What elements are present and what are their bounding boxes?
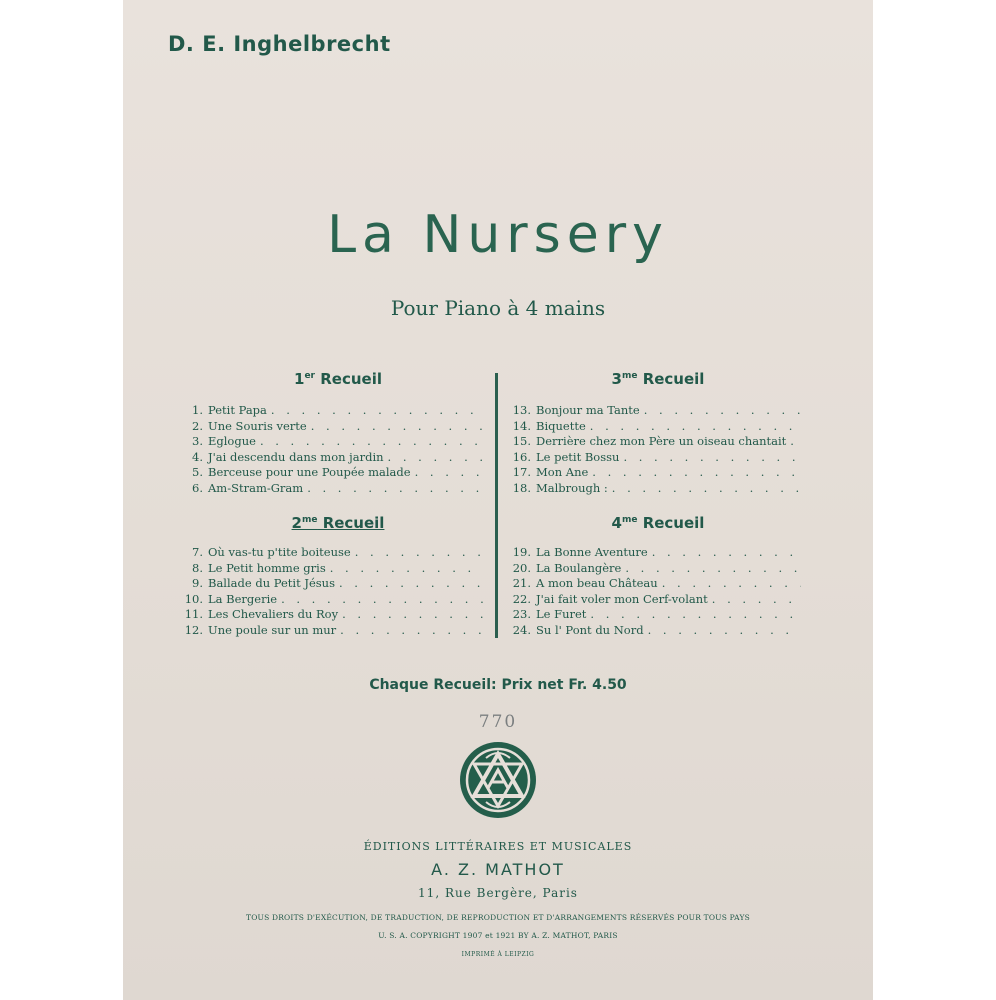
work-title: La Nursery	[327, 205, 669, 265]
piece-item: 19. La Bonne Aventure . . .	[501, 545, 801, 561]
printer-notice: IMPRIMÉ À LEIPZIG	[461, 951, 535, 958]
piece-item: 24. Su l' Pont du Nord . . .	[501, 623, 801, 639]
plate-number: 770	[478, 712, 518, 732]
composer-name: D. E. Inghelbrecht	[168, 32, 391, 56]
piece-item: 20. La Boulangère . . .	[501, 561, 801, 577]
recueil-1-list	[173, 403, 483, 497]
piece-item: 9. Ballade du Petit Jésus . . .	[173, 576, 483, 592]
piece-item: 8. Le Petit homme gris . . .	[173, 561, 483, 577]
piece-item: 4. J'ai descendu dans mon jardin . . .	[173, 450, 483, 466]
publisher-address: 11, Rue Bergère, Paris	[418, 886, 578, 900]
publisher-line: ÉDITIONS LITTÉRAIRES ET MUSICALES	[363, 840, 633, 853]
copyright-notice: U. S. A. COPYRIGHT 1907 et 1921 BY A. Z. MATHOT, PARIS	[378, 931, 618, 940]
recueil-2-list	[173, 545, 483, 639]
recueil-4-heading: $4^{me}$ Recueil	[611, 514, 705, 532]
piece-item: 5. Berceuse pour une Poupée malade . . .	[173, 465, 483, 481]
piece-item: 16. Le petit Bossu . . .	[501, 450, 801, 466]
publisher-monogram-icon	[458, 740, 538, 824]
piece-item: 7. Où vas-tu p'tite boiteuse . . .	[173, 545, 483, 561]
piece-item: 6. Am-Stram-Gram . . .	[173, 481, 483, 497]
recueil-3-list	[501, 403, 801, 497]
piece-item: 11. Les Chevaliers du Roy . . .	[173, 607, 483, 623]
recueil-1-heading: 1er Recueil	[294, 370, 382, 388]
piece-item: 13. Bonjour ma Tante . . .	[501, 403, 801, 419]
piece-item: 17. Mon Ane . . .	[501, 465, 801, 481]
piece-item: 10. La Bergerie . . .	[173, 592, 483, 608]
rights-notice: TOUS DROITS D'EXÉCUTION, DE TRADUCTION, DE REPRODUCTION ET D'ARRANGEMENTS RÉSERVÉS POUR TOUS PAYS	[246, 913, 750, 922]
piece-item: 12. Une poule sur un mur . . .	[173, 623, 483, 639]
piece-item: 15. Derrière chez mon Père un oiseau chantait . . .	[501, 434, 801, 450]
piece-item: 21. A mon beau Château . . .	[501, 576, 801, 592]
column-divider	[495, 373, 498, 638]
piece-item: 1. Petit Papa . . .	[173, 403, 483, 419]
piece-item: 2. Une Souris verte . . .	[173, 419, 483, 435]
title-page	[123, 0, 873, 1000]
work-subtitle: Pour Piano à 4 mains	[390, 296, 606, 320]
publisher-name: A. Z. MATHOT	[431, 860, 565, 879]
recueil-3-heading: $3^{me}$ Recueil	[611, 370, 705, 388]
recueil-2-heading: $2^{me}$ Recueil	[291, 514, 385, 532]
piece-item: 22. J'ai fait voler mon Cerf-volant . . .	[501, 592, 801, 608]
price-line: Chaque Recueil: Prix net Fr. 4.50	[369, 677, 627, 693]
piece-item: 18. Malbrough : . . .	[501, 481, 801, 497]
piece-item: 23. Le Furet . . .	[501, 607, 801, 623]
piece-item: 14. Biquette . . .	[501, 419, 801, 435]
piece-item: 3. Eglogue . . .	[173, 434, 483, 450]
recueil-4-list	[501, 545, 801, 639]
